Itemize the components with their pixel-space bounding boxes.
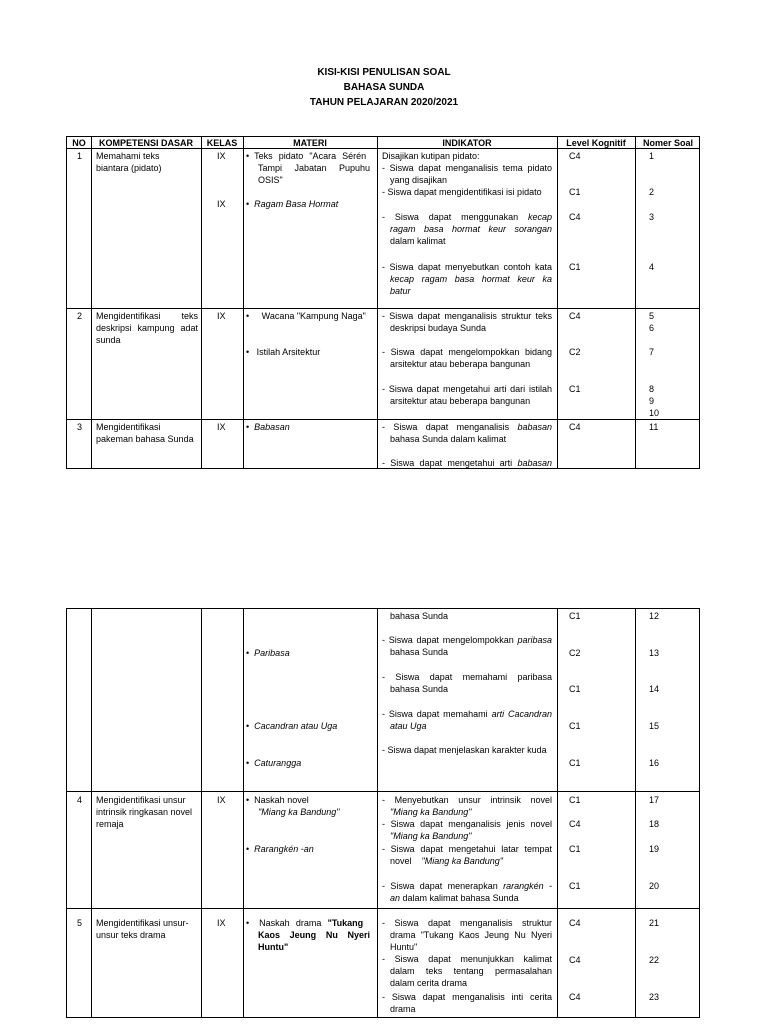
row1-level-2: C1 <box>569 187 581 197</box>
row5-kelas: IX <box>217 918 226 928</box>
row5-ind-2: - Siswa dapat menunjukkan kalimat dalam teks tentang permasalahan dalam cerita drama <box>382 954 552 988</box>
kisi-kisi-table-part1 <box>66 136 700 469</box>
row4-materi-b: • Rarangkén -an <box>246 844 314 854</box>
doc-title-line1: KISI-KISI PENULISAN SOAL <box>317 67 451 78</box>
row3b-nomer-15: 15 <box>649 721 660 731</box>
row4-level-4: C1 <box>569 881 581 891</box>
col-header-kompetensi: KOMPETENSI DASAR <box>98 138 193 148</box>
row2-no: 2 <box>77 311 83 321</box>
row2-nomer-8: 8 <box>649 384 655 394</box>
row5-no: 5 <box>77 918 83 928</box>
row3b-materi-paribasa: • Paribasa <box>246 648 290 658</box>
row4-nomer-20: 20 <box>649 881 660 891</box>
row1-ind-2: - Siswa dapat mengidentifikasi isi pidato <box>382 187 542 197</box>
row3b-ind-5: - Siswa dapat menjelaskan karakter kuda <box>382 745 547 755</box>
row4-level-3: C1 <box>569 844 581 854</box>
row1-level-4: C1 <box>569 262 581 272</box>
row2-ind-1: - Siswa dapat menganalisis struktur teks deskripsi budaya Sunda <box>382 311 552 333</box>
doc-title-line3: TAHUN PELAJARAN 2020/2021 <box>309 97 459 108</box>
row2-level-3: C1 <box>569 384 581 394</box>
row3b-materi-cacandran: • Cacandran atau Uga <box>246 721 338 731</box>
row5-level-1: C4 <box>569 918 581 928</box>
row5-ind-3: - Siswa dapat menganalisis inti cerita drama <box>382 992 552 1014</box>
row3b-nomer-12: 12 <box>649 611 660 621</box>
row3b-ind-4: - Siswa dapat memahami arti Cacandran atau Uga <box>382 709 552 731</box>
row4-ind-4: - Siswa dapat menerapkan rarangkén - an dalam kalimat bahasa Sunda <box>382 881 552 903</box>
row2-level-2: C2 <box>569 347 581 357</box>
row2-nomer-6: 6 <box>649 323 655 333</box>
row5-ind-1: - Siswa dapat menganalisis struktur drama "Tukang Kaos Jeung Nu Nyeri Huntu" <box>382 918 552 952</box>
row5-kd: Mengidentifikasi unsur- unsur teks drama <box>96 918 189 940</box>
row4-ind-1: - Menyebutkan unsur intrinsik novel "Miang ka Bandung" <box>382 795 552 817</box>
doc-title-line2: BAHASA SUNDA <box>343 82 425 93</box>
row2-nomer-7: 7 <box>649 347 655 357</box>
row3b-level-3: C1 <box>569 684 581 694</box>
row5-nomer-22: 22 <box>649 955 660 965</box>
row4-materi-a: • Naskah novel "Miang ka Bandung" <box>246 795 340 817</box>
row4-kd: Mengidentifikasi unsur intrinsik ringkasan novel remaja <box>96 795 193 829</box>
row2-ind-2: - Siswa dapat mengelompokkan bidang arsitektur atau beberapa bangunan <box>382 347 552 369</box>
row2-materi-b: • Istilah Arsitektur <box>246 347 321 357</box>
row3b-materi-caturangga: • Caturangga <box>246 758 302 768</box>
row3b-nomer-13: 13 <box>649 648 660 658</box>
row1-kd: Memahami teks biantara (pidato) <box>96 151 162 173</box>
row1-level-1: C4 <box>569 151 581 161</box>
row3-materi: • Babasan <box>246 422 290 432</box>
row3-kd: Mengidentifikasi pakeman bahasa Sunda <box>96 422 194 444</box>
row3-no: 3 <box>77 422 83 432</box>
row1-materi-b: • Ragam Basa Hormat <box>246 199 339 209</box>
row5-level-2: C4 <box>569 955 581 965</box>
row4-no: 4 <box>77 795 83 805</box>
row3-level: C4 <box>569 422 581 432</box>
row4-nomer-17: 17 <box>649 795 660 805</box>
col-header-materi: MATERI <box>293 138 327 148</box>
row1-ind-intro: Disajikan kutipan pidato: <box>382 151 480 161</box>
row1-ind-1: - Siswa dapat menganalisis tema pidato yang disajikan <box>382 163 552 185</box>
row1-materi-a: • Teks pidato "Acara Sérén Tampi Jabatan Pupuhu OSIS" <box>246 151 370 185</box>
row1-nomer-3: 3 <box>649 212 655 222</box>
row5-level-3: C4 <box>569 992 581 1002</box>
row3b-ind-cont: bahasa Sunda <box>390 611 449 621</box>
row5-materi: • Naskah drama "Tukang Kaos Jeung Nu Nyeri Huntu" <box>246 918 370 952</box>
row1-kelas-2: IX <box>217 199 226 209</box>
row1-ind-4: - Siswa dapat menyebutkan contoh kata kecap ragam basa hormat keur ka batur <box>382 262 552 296</box>
col-header-nomer: Nomer Soal <box>642 138 693 148</box>
kisi-kisi-table-part2 <box>66 608 700 1018</box>
row2-level-1: C4 <box>569 311 581 321</box>
row4-ind-3: - Siswa dapat mengetahui latar tempat novel "Miang ka Bandung" <box>382 844 552 866</box>
row3b-level-5: C1 <box>569 758 581 768</box>
row3b-level-4: C1 <box>569 721 581 731</box>
row1-kelas-1: IX <box>217 151 226 161</box>
row3-nomer: 11 <box>649 422 659 432</box>
row5-nomer-21: 21 <box>649 918 660 928</box>
row2-nomer-5: 5 <box>649 311 655 321</box>
row3b-level-1: C1 <box>569 611 581 621</box>
row4-kelas: IX <box>217 795 226 805</box>
row3b-level-2: C2 <box>569 648 581 658</box>
row4-nomer-19: 19 <box>649 844 660 854</box>
row3b-ind-3: - Siswa dapat memahami paribasa bahasa Sunda <box>382 672 552 694</box>
row2-nomer-9: 9 <box>649 396 655 406</box>
row1-ind-3: - Siswa dapat menggunakan kecap ragam basa hormat keur sorangan dalam kalimat <box>382 212 552 246</box>
row1-nomer-4: 4 <box>649 262 655 272</box>
row3b-ind-2: - Siswa dapat mengelompokkan paribasa bahasa Sunda <box>382 635 552 657</box>
row5-nomer-23: 23 <box>649 992 660 1002</box>
row2-nomer-10: 10 <box>649 408 660 418</box>
row2-kelas: IX <box>217 311 226 321</box>
col-header-no: NO <box>72 138 86 148</box>
row3-kelas: IX <box>217 422 226 432</box>
row1-nomer-2: 2 <box>649 187 655 197</box>
row3b-nomer-14: 14 <box>649 684 660 694</box>
row4-level-2: C4 <box>569 819 581 829</box>
row4-ind-2: - Siswa dapat menganalisis jenis novel "Miang ka Bandung" <box>382 819 552 841</box>
col-header-indikator: INDIKATOR <box>442 138 492 148</box>
row2-materi-a: • Wacana "Kampung Naga" <box>246 311 366 321</box>
row2-kd: Mengidentifikasi teks deskripsi kampung adat sunda <box>96 311 198 345</box>
col-header-kelas: KELAS <box>206 138 238 148</box>
row3-ind-1: - Siswa dapat menganalisis babasan bahasa Sunda dalam kalimat <box>382 422 552 444</box>
col-header-level: Level Kognitif <box>566 138 626 148</box>
row3-ind-2: - Siswa dapat mengetahui arti babasan <box>382 458 552 468</box>
row1-no: 1 <box>77 151 83 161</box>
row1-nomer-1: 1 <box>649 151 655 161</box>
row3b-nomer-16: 16 <box>649 758 660 768</box>
row1-level-3: C4 <box>569 212 581 222</box>
row4-level-1: C1 <box>569 795 581 805</box>
row2-ind-3: - Siswa dapat mengetahui arti dari istilah arsitektur atau beberapa bangunan <box>382 384 552 406</box>
row4-nomer-18: 18 <box>649 819 660 829</box>
